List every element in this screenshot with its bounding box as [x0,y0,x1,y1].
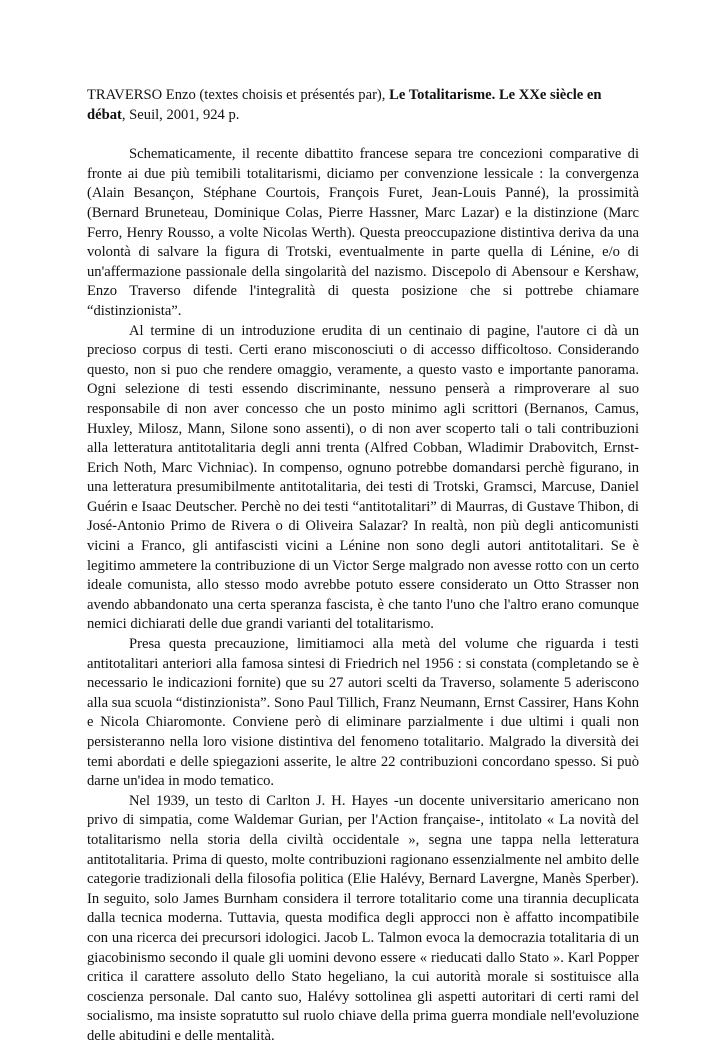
paragraph-4: Nel 1939, un testo di Carlton J. H. Hayes -un docente universitario americano non privo di simpatia, come Waldemar Gurian, per l'Action française-, intitolato « La novità del totalitarismo nella storia della civiltà occidentale », segna une tappa nella letteratura antitotalitaria. Prima di questo, molte contribuzioni ragionano essenzialmente nel ambito delle categorie tradizionali della filosofia politica (Elie Halévy, Bernard Lavergne, Manès Sperber). In seguito, solo James Burnham considera il terrore totalitario come una tirannia decuplicata dalla tecnica moderna. Tuttavia, questa modifica degli approcci non è affatto incompatibile con una ricerca dei precursori idologici. Jacob L. Talmon evoca la democrazia totalitaria di un giacobinismo secondo il quale gli uomini devono essere « rieducati dallo Stato ». Karl Popper critica il carattere assoluto dello Stato hegeliano, la cui autorità morale si sostituisce alla coscienza personale. Dal canto suo, Halévy sottolinea gli aspetti autoritari di certi rami del socialismo, ma insiste sopratutto sul ruolo chiave della prima guerra mondiale nell'evoluzione delle abitudini e delle mentalità. [87,792,639,1044]
paragraph-1: Schematicamente, il recente dibattito francese separa tre concezioni comparative di fronte ai due più temibili totalitarismi, diciamo per convenzione lessicale : la convergenza (Alain Besançon, Stéphane Courtois, François Furet, Jean-Louis Panné), la prossimità (Bernard Bruneteau, Dominique Colas, Pierre Hassner, Marc Lazar) e la distinzione (Marc Ferro, Henry Rousso, a volte Nicolas Werth). Questa preoccupazione distintiva deriva da una volontà di salvare la figura di Trotski, eventualmente in parte quella di Lénine, e/o di un'affermazione passionale della singolarità del nazismo. Discepolo di Abensour e Kershaw, Enzo Traverso difende l'integralità di questa posizione che si pottrebe chiamare “distinzionista”. [87,146,639,319]
book-title: Le Totalitarisme. Le XXe siècle en débat [87,87,602,123]
book-author: TRAVERSO Enzo (textes choisis et présentés par), [87,87,390,103]
paragraph-3: Presa questa precauzione, limitiamoci alla metà del volume che riguarda i testi antitotalitari anteriori alla famosa sintesi di Friedrich nel 1956 : si constata (completando se è necessario le indicazioni fornite) que su 27 autori scelti da Traverso, solamente 5 aderiscono alla sua scuola “distinzionista”. Sono Paul Tillich, Franz Neumann, Ernst Cassirer, Hans Kohn e Nicola Chiaromonte. Conviene però di eliminare parzialmente i due ultimi i quali non persisteranno nella loro visione distintiva del fenomeno totalitario. Malgrado la diversità dei temi abordati e delle spiegazioni asserite, le altre 22 contribuzioni concordano spesso. Si può darne un'idea in modo tematico. [87,636,639,790]
book-reference [87,86,639,125]
document-page [87,86,639,1047]
paragraph-2: Al termine di un introduzione erudita di un centinaio di pagine, l'autore ci dà un precioso corpus di testi. Certi erano misconosciuti o di accesso difficoltoso. Considerando questo, non si puo che rendere omaggio, veramente, a questo vasto e importante panorama. Ogni selezione di testi essendo discriminante, nessuno penserà a rimproverare al suo responsabile di non aver concesso che un posto minimo agli scrittori (Bernanos, Camus, Huxley, Milosz, Mann, Silone sono assenti), o di non aver scoperto tali o tali contribuzioni alla letteratura antitotalitaria degli anni trenta (Alfred Cobban, Wladimir Drabovitch, Ernst-Erich Noth, Marc Vichniac). In compenso, ognuno potrebbe domandarsi perchè figurano, in una letteratura presumibilmente antitotalitaria, dei testi di Trotski, Gramsci, Marcuse, Daniel Guérin e Isaac Deutscher. Perchè no dei testi “antitotalitari” di Maurras, di Gustave Thibon, di José-Antonio Primo de Rivera o di Oliveira Salazar? In realtà, non più degli anticomunisti vicini a Franco, gli antifascisti vicini a Lénine non sono degli autori antitotalitari. Se è legitimo ammetere la contribuzione di un Victor Serge malgrado non avesse rotto con un certo ideale comunista, allo stesso modo avrebbe potuto essere considerato un Otto Strasser non avendo abbandonato una certa speranza fascista, è che tanto l'uno che l'altro erano comunque nemici dichiarati delle due grandi varianti del totalitarismo. [87,322,639,633]
book-publisher: , Seuil, 2001, 924 p. [121,106,240,123]
